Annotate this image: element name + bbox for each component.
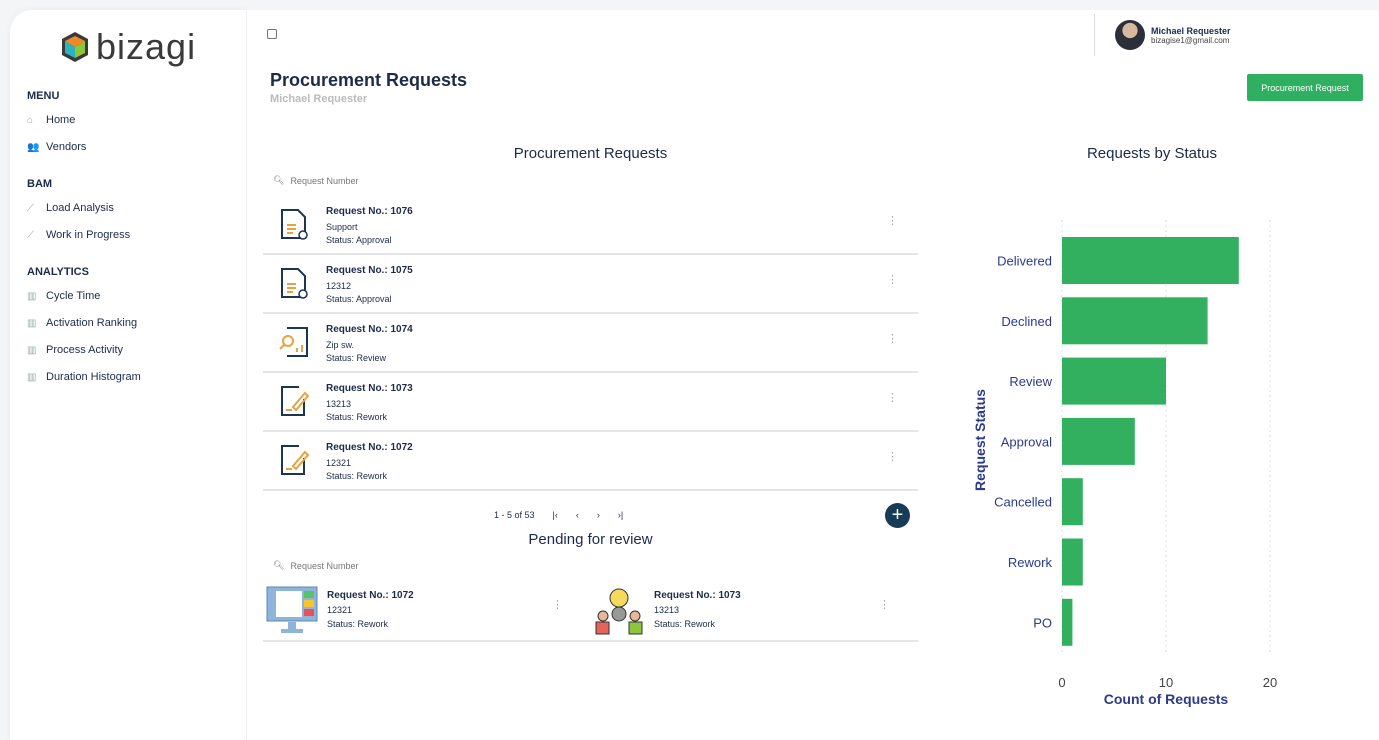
section-analytics: ANALYTICS — [27, 266, 89, 278]
requests-by-status-chart — [947, 210, 1367, 730]
more-options-icon[interactable]: ⋮ — [887, 392, 898, 404]
user-email: bizagise1@gmail.com — [1151, 35, 1230, 45]
bar-cancelled — [1062, 478, 1083, 525]
nav-duration-histogram[interactable] — [27, 371, 141, 383]
request-status: Status: Rework — [326, 471, 388, 481]
request-row[interactable] — [263, 373, 918, 432]
nav-label: Work in Progress — [46, 229, 131, 241]
request-status: Status: Rework — [326, 412, 388, 422]
home-icon: ⌂ — [27, 114, 34, 126]
pending-list — [263, 580, 918, 642]
bar-po — [1062, 599, 1072, 646]
pending-status: Status: Rework — [654, 619, 716, 629]
section-menu: MENU — [27, 90, 60, 102]
x-tick-label: 20 — [1262, 675, 1278, 690]
request-status: Status: Approval — [326, 294, 392, 304]
request-title: Request No.: 1073 — [326, 383, 413, 394]
bar-chart-icon: ▥ — [27, 371, 37, 383]
request-status: Status: Review — [326, 353, 387, 363]
avatar — [1115, 20, 1145, 50]
nav-load-analysis[interactable] — [27, 202, 114, 214]
y-tick-label: PO — [1033, 615, 1052, 631]
nav-label: Home — [46, 114, 76, 126]
nav-label: Vendors — [46, 141, 87, 153]
logo-text: bizagi — [96, 26, 197, 67]
bar-review — [1062, 358, 1166, 405]
prev-page-icon[interactable]: ‹ — [575, 510, 579, 520]
pending-search-input[interactable] — [273, 560, 358, 571]
nav-label: Activation Ranking — [46, 317, 138, 329]
y-tick-label: Declined — [1001, 313, 1052, 329]
pending-status: Status: Rework — [327, 619, 389, 629]
request-desc: 12321 — [326, 458, 352, 468]
bar-delivered — [1062, 237, 1239, 284]
pending-card[interactable] — [263, 580, 583, 640]
y-tick-label: Review — [1009, 374, 1052, 390]
bizagi-logo — [60, 26, 196, 68]
users-icon: 👥 — [27, 141, 40, 153]
more-options-icon[interactable]: ⋮ — [552, 599, 563, 611]
request-title: Request No.: 1072 — [326, 442, 413, 453]
pending-title-text: Request No.: 1073 — [654, 590, 741, 601]
bar-declined — [1062, 297, 1208, 344]
teamwork-idea-icon — [593, 584, 645, 636]
pending-desc: 12321 — [327, 605, 353, 615]
nav-activation-ranking[interactable] — [27, 317, 137, 329]
nav-vendors[interactable] — [27, 141, 86, 153]
request-row[interactable] — [263, 432, 918, 491]
request-desc: 13213 — [326, 399, 352, 409]
y-tick-label: Delivered — [997, 253, 1052, 269]
pending-card[interactable] — [590, 580, 910, 640]
nav-label: Load Analysis — [46, 202, 114, 214]
next-page-icon[interactable]: › — [596, 510, 600, 520]
request-row[interactable] — [263, 314, 918, 373]
nav-process-activity[interactable] — [27, 344, 123, 356]
request-title: Request No.: 1076 — [326, 206, 413, 217]
page-subtitle: Michael Requester — [270, 93, 368, 105]
x-axis-label: Count of Requests — [1103, 691, 1229, 707]
y-tick-label: Approval — [1000, 434, 1052, 450]
search-icon: 🔍︎ — [273, 560, 285, 570]
search-chart-icon — [279, 326, 309, 358]
nav-home[interactable] — [27, 114, 75, 126]
request-status: Status: Approval — [326, 235, 392, 245]
pagination — [494, 510, 623, 520]
y-axis-label: Request Status — [972, 389, 988, 491]
x-tick-label: 10 — [1158, 675, 1174, 690]
sidebar — [10, 10, 246, 740]
line-chart-icon: ⟋ — [27, 229, 34, 241]
request-row[interactable] — [263, 255, 918, 314]
more-options-icon[interactable]: ⋮ — [887, 274, 898, 286]
request-desc: 12312 — [326, 281, 352, 291]
more-options-icon[interactable]: ⋮ — [887, 333, 898, 345]
request-desc: Zip sw. — [326, 340, 355, 350]
section-bam: BAM — [27, 178, 53, 190]
nav-work-in-progress[interactable] — [27, 229, 130, 241]
page-title: Procurement Requests — [270, 70, 468, 90]
bar-approval — [1062, 418, 1135, 465]
y-tick-label: Rework — [1007, 555, 1052, 570]
pending-desc: 13213 — [654, 605, 680, 615]
x-tick-label: 0 — [1058, 675, 1066, 690]
request-row[interactable] — [263, 196, 918, 255]
chart-title: Requests by Status — [1086, 145, 1218, 162]
nav-label: Cycle Time — [46, 290, 101, 302]
pagination-label: 1 - 5 of 53 — [494, 510, 535, 520]
bar-chart-icon: ▥ — [27, 290, 37, 302]
request-title: Request No.: 1075 — [326, 265, 413, 276]
collapse-sidebar-icon[interactable] — [267, 29, 277, 39]
pending-title-text: Request No.: 1072 — [327, 590, 414, 601]
main-content — [247, 10, 1379, 740]
request-desc: Support — [326, 222, 358, 232]
bar-rework — [1062, 539, 1083, 586]
nav-cycle-time[interactable] — [27, 290, 100, 302]
requests-search-input[interactable] — [273, 175, 358, 186]
search-placeholder: Request Number — [290, 175, 359, 186]
pending-title: Pending for review — [528, 531, 653, 548]
bizagi-logo-icon — [60, 31, 90, 63]
bar-chart-icon: ▥ — [27, 317, 37, 329]
nav-label: Process Activity — [46, 344, 124, 356]
document-edit-icon — [279, 444, 309, 476]
document-check-icon — [279, 208, 309, 240]
y-tick-label: Cancelled — [994, 494, 1052, 510]
user-name: Michael Requester — [1151, 25, 1231, 36]
request-title: Request No.: 1074 — [326, 324, 413, 335]
user-menu[interactable] — [1094, 14, 1231, 56]
search-icon: 🔍︎ — [273, 175, 285, 185]
line-chart-icon: ⟋ — [27, 202, 34, 214]
more-options-icon[interactable]: ⋮ — [887, 215, 898, 227]
last-page-icon[interactable]: ›| — [617, 510, 624, 520]
more-options-icon[interactable]: ⋮ — [879, 599, 890, 611]
first-page-icon[interactable]: |‹ — [552, 510, 558, 520]
new-procurement-request-button[interactable]: Procurement Request — [1247, 74, 1363, 101]
document-check-icon — [279, 267, 309, 299]
requests-title: Procurement Requests — [513, 145, 668, 162]
monitor-icon — [266, 586, 318, 634]
search-placeholder: Request Number — [290, 560, 359, 571]
nav-label: Duration Histogram — [46, 371, 141, 383]
document-edit-icon — [279, 385, 309, 417]
more-options-icon[interactable]: ⋮ — [887, 451, 898, 463]
bar-chart-icon: ▥ — [27, 344, 37, 356]
add-request-button[interactable]: + — [885, 503, 910, 528]
